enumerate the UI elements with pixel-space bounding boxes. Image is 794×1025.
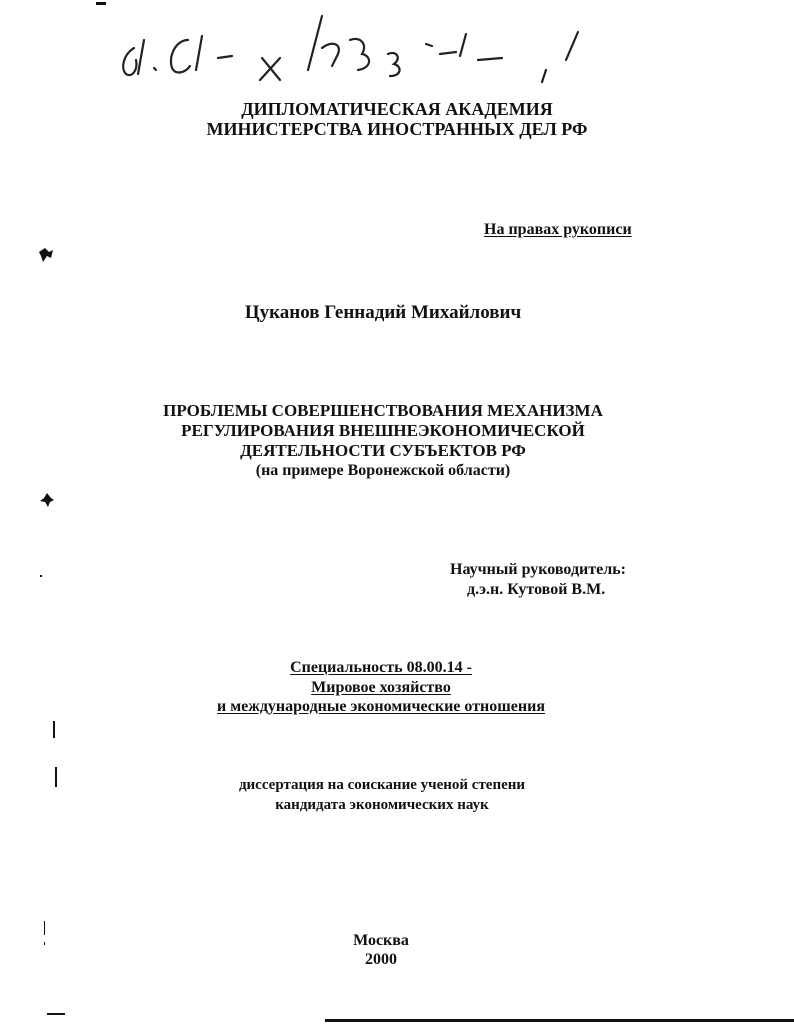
handwritten-archive-number (110, 10, 590, 100)
year: 2000 (365, 951, 397, 968)
specialty-name-line-1: Мировое хозяйство (311, 679, 451, 696)
scan-line (53, 721, 55, 738)
scan-blot (39, 492, 55, 508)
academy-name-line-2: МИНИСТЕРСТВА ИНОСТРАННЫХ ДЕЛ РФ (206, 119, 588, 139)
supervisor-label: Научный руководитель: (450, 561, 626, 578)
city: Москва (353, 932, 409, 949)
scan-speck (44, 942, 45, 945)
scan-edge-line (325, 1019, 794, 1022)
specialty-code: Специальность 08.00.14 - (290, 659, 472, 676)
dissertation-title-line-3: ДЕЯТЕЛЬНОСТИ СУБЪЕКТОВ РФ (240, 441, 526, 460)
scan-line (44, 921, 45, 935)
manuscript-rights-note: На правах рукописи (484, 221, 632, 238)
specialty-name-line-2: и международные экономические отношения (217, 698, 545, 715)
scan-line (47, 1013, 65, 1015)
supervisor-name: д.э.н. Кутовой В.М. (467, 581, 606, 598)
academy-name-line-1: ДИПЛОМАТИЧЕСКАЯ АКАДЕМИЯ (241, 99, 553, 119)
author-name: Цуканов Геннадий Михайлович (244, 302, 522, 323)
dissertation-subtitle: (на примере Воронежской области) (255, 462, 511, 479)
degree-line-2: кандидата экономических наук (275, 797, 489, 813)
dissertation-title-line-1: ПРОБЛЕМЫ СОВЕРШЕНСТВОВАНИЯ МЕХАНИЗМА (163, 401, 603, 420)
degree-line-1: диссертация на соискание ученой степени (238, 777, 526, 793)
scan-line (55, 767, 57, 787)
dissertation-title-line-2: РЕГУЛИРОВАНИЯ ВНЕШНЕЭКОНОМИЧЕСКОЙ (181, 421, 585, 440)
scan-blot (37, 246, 55, 264)
scan-speck (96, 2, 106, 5)
scan-speck (40, 575, 42, 577)
